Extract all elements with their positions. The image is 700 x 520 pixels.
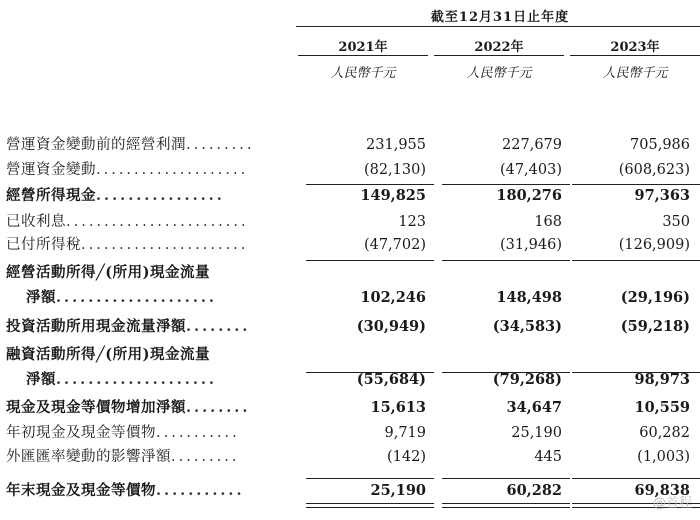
value-cell-2023: 97,363 [634, 187, 690, 204]
table-row [0, 185, 700, 207]
year-header-2021: 2021年 [338, 40, 388, 55]
row-label-text: 融資活動所得╱(所用)現金流量 [6, 346, 210, 363]
value-cell-2021: 9,719 [384, 425, 426, 441]
row-label-text: 現金及現金等價物增加淨額 [6, 399, 186, 416]
value-cell-2022: 60,282 [506, 482, 562, 499]
leader-dots: ........................ [66, 214, 249, 230]
value-cell-2023: (608,623) [618, 162, 690, 178]
row-label-text: 經營所得現金 [6, 187, 96, 204]
value-cell-2021: 25,190 [370, 482, 426, 499]
value-cell-2023: (29,196) [620, 289, 690, 306]
year-header-2022: 2022年 [474, 40, 524, 55]
row-label [6, 397, 296, 419]
row-label [6, 344, 296, 366]
row-label-text: 營運資金變動前的經營利潤 [6, 137, 186, 153]
value-cell-2022: 168 [534, 214, 562, 230]
value-cell-2023: 98,973 [634, 371, 690, 388]
value-cell-2022: 180,276 [496, 187, 562, 204]
total-double-rule [306, 503, 434, 508]
value-cell-2023: 350 [662, 214, 690, 230]
value-cell-2021: 15,613 [370, 399, 426, 416]
row-label [6, 480, 296, 502]
subtotal-rule [306, 260, 434, 261]
value-cell-2021: (47,702) [363, 237, 426, 253]
subtotal-rule [306, 184, 434, 185]
table-row [0, 480, 700, 502]
value-cell-2023: 10,559 [634, 399, 690, 416]
value-cell-2023: 69,838 [634, 482, 690, 499]
leader-dots: ................ [96, 187, 225, 204]
table-row [0, 211, 700, 233]
subtotal-rule [306, 372, 434, 373]
value-cell-2022: (31,946) [499, 237, 562, 253]
table-row [0, 134, 700, 156]
table-row [0, 262, 700, 284]
row-label [6, 234, 296, 256]
header-top-rule [296, 26, 700, 27]
value-cell-2022: (34,583) [492, 318, 562, 335]
value-cell-2023: (1,003) [637, 449, 690, 465]
subtotal-rule [442, 260, 570, 261]
row-label-text: 營運資金變動 [6, 162, 96, 178]
year-header-2023: 2023年 [610, 40, 660, 55]
row-label-text: 年末現金及現金等價物 [6, 482, 156, 499]
subtotal-rule [572, 184, 700, 185]
value-cell-2023: (59,218) [620, 318, 690, 335]
value-cell-2023: (126,909) [618, 237, 690, 253]
watermark: @首程 [652, 496, 692, 511]
table-row [0, 397, 700, 419]
leader-dots: ........... [156, 425, 240, 441]
value-cell-2021: (142) [387, 449, 426, 465]
subtotal-rule [572, 372, 700, 373]
row-label-text: 淨額 [26, 371, 56, 388]
value-cell-2022: 25,190 [511, 425, 562, 441]
period-heading: 截至12月31日止年度 [430, 10, 570, 25]
row-label-text: 年初現金及現金等價物 [6, 425, 156, 441]
leader-dots: ......... [186, 137, 255, 153]
table-row [0, 422, 700, 444]
leader-dots: .................... [96, 162, 249, 178]
row-label [6, 446, 296, 468]
year-rule-2023 [570, 55, 700, 56]
value-cell-2021: 123 [398, 214, 426, 230]
value-cell-2021: (82,130) [363, 162, 426, 178]
leader-dots: .................... [56, 371, 217, 388]
row-label-text: 已付所得稅 [6, 237, 81, 253]
subtotal-rule [442, 478, 570, 479]
value-cell-2022: 34,647 [506, 399, 562, 416]
value-cell-2022: 227,679 [502, 137, 562, 153]
subtotal-rule [572, 478, 700, 479]
value-cell-2022: (47,403) [499, 162, 562, 178]
value-cell-2021: (30,949) [356, 318, 426, 335]
value-cell-2021: 149,825 [360, 187, 426, 204]
total-double-rule [442, 503, 570, 508]
table-row [0, 234, 700, 256]
table-row [0, 344, 700, 366]
row-label [6, 287, 316, 309]
subtotal-rule [572, 260, 700, 261]
unit-label-2022: 人民幣千元 [466, 66, 532, 81]
row-label [6, 185, 296, 207]
value-cell-2022: 148,498 [496, 289, 562, 306]
row-label [6, 134, 296, 156]
leader-dots: ........... [156, 482, 245, 499]
row-label [6, 422, 296, 444]
leader-dots: .................... [56, 289, 217, 306]
row-label-text: 經營活動所得╱(所用)現金流量 [6, 264, 210, 281]
value-cell-2021: 102,246 [360, 289, 426, 306]
row-label-text: 已收利息 [6, 214, 66, 230]
row-label [6, 262, 296, 284]
row-label [6, 211, 296, 233]
value-cell-2023: 705,986 [630, 137, 690, 153]
leader-dots: ...................... [81, 237, 249, 253]
table-row [0, 287, 700, 309]
value-cell-2021: (55,684) [356, 371, 426, 388]
unit-label-2023: 人民幣千元 [602, 66, 668, 81]
year-rule-2022 [434, 55, 564, 56]
leader-dots: ........ [186, 318, 251, 335]
row-label [6, 159, 296, 181]
subtotal-rule [442, 372, 570, 373]
subtotal-rule [306, 478, 434, 479]
table-row [0, 316, 700, 338]
row-label [6, 316, 296, 338]
table-row [0, 159, 700, 181]
value-cell-2023: 60,282 [639, 425, 690, 441]
row-label-text: 淨額 [26, 289, 56, 306]
leader-dots: ......... [171, 449, 240, 465]
value-cell-2021: 231,955 [366, 137, 426, 153]
year-rule-2021 [298, 55, 428, 56]
value-cell-2022: 445 [534, 449, 562, 465]
unit-label-2021: 人民幣千元 [330, 66, 396, 81]
leader-dots: ........ [186, 399, 251, 416]
table-row [0, 446, 700, 468]
row-label [6, 369, 316, 391]
value-cell-2022: (79,268) [492, 371, 562, 388]
subtotal-rule [442, 184, 570, 185]
row-label-text: 投資活動所用現金流量淨額 [6, 318, 186, 335]
row-label-text: 外匯匯率變動的影響淨額 [6, 449, 171, 465]
